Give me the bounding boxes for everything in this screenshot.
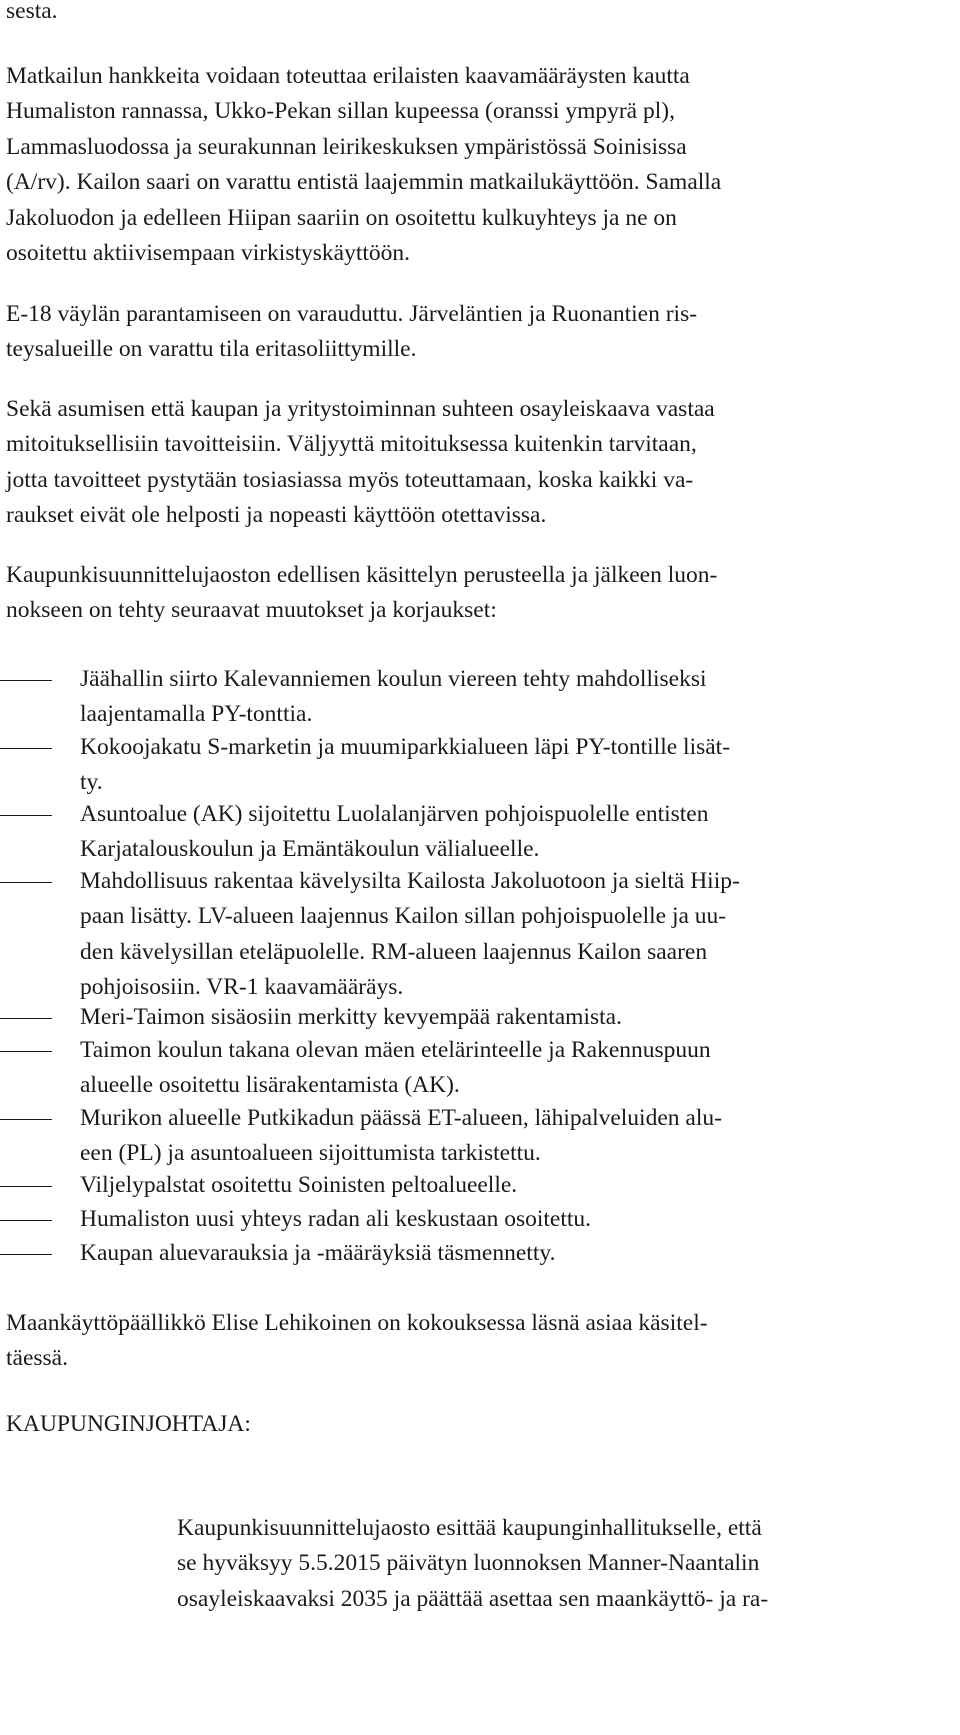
text-line: Sekä asumisen että kaupan ja yritystoiminnan suhteen osayleiskaava vastaa — [6, 396, 715, 422]
text-line: raukset eivät ole helposti ja nopeasti käyttöön otettavissa. — [6, 502, 547, 529]
text-line: sesta. — [6, 0, 58, 24]
dash-bullet — [0, 1051, 52, 1052]
text-line: Karjatalouskoulun ja Emäntäkoulun välialueelle. — [80, 836, 540, 863]
text-line: Viljelypalstat osoitettu Soinisten peltoalueelle. — [80, 1172, 518, 1198]
text-line: Kaupunkisuunnittelujaoston edellisen käsittelyn perusteella ja jälkeen luon- — [6, 562, 718, 588]
paragraph-housing — [6, 392, 946, 534]
text-line: alueelle osoitettu lisärakentamista (AK). — [80, 1072, 460, 1099]
text-line: osoitettu aktiivisempaan virkistyskäyttöön. — [6, 240, 411, 267]
text-line: Maankäyttöpäällikkö Elise Lehikoinen on kokouksessa läsnä asiaa käsitel- — [6, 1310, 708, 1336]
text-line: een (PL) ja asuntoalueen sijoittumista tarkistettu. — [80, 1140, 541, 1167]
paragraph-attendance — [6, 1306, 946, 1377]
text-line: (A/rv). Kailon saari on varattu entistä laajemmin matkailukäyttöön. Samalla — [6, 169, 722, 196]
dash-bullet — [0, 1220, 52, 1221]
text-line: se hyväksyy 5.5.2015 päivätyn luonnoksen Manner-Naantalin — [177, 1550, 760, 1577]
text-line: E-18 väylän parantamiseen on varauduttu. Järveläntien ja Ruonantien ris- — [6, 301, 698, 327]
text-line: Meri-Taimon sisäosiin merkitty kevyempää rakentamista. — [80, 1004, 622, 1030]
dash-bullet — [0, 1254, 52, 1255]
paragraph-e18 — [6, 297, 946, 368]
text-line: Kokoojakatu S-marketin ja muumiparkkialueen läpi PY-tontille lisät- — [80, 734, 731, 760]
text-line: Humaliston rannassa, Ukko-Pekan sillan kupeessa (oranssi ympyrä pl), — [6, 98, 675, 125]
text-line: Lammasluodossa ja seurakunnan leirikeskuksen ympäristössä Soinisissa — [6, 133, 687, 160]
dash-bullet — [0, 815, 52, 816]
dash-bullet — [0, 882, 52, 883]
paragraph-changes-intro — [6, 558, 946, 629]
text-line: Kaupan aluevarauksia ja -määräyksiä täsmennetty. — [80, 1240, 556, 1266]
text-line: Matkailun hankkeita voidaan toteuttaa erilaisten kaavamääräysten kautta — [6, 63, 690, 89]
text-line: nokseen on tehty seuraavat muutokset ja korjaukset: — [6, 597, 497, 624]
dash-bullet — [0, 748, 52, 749]
text-line: Murikon alueelle Putkikadun päässä ET-alueen, lähipalveluiden alu- — [80, 1105, 722, 1131]
text-line: Taimon koulun takana olevan mäen etelärinteelle ja Rakennuspuun — [80, 1037, 711, 1063]
text-line: ty. — [80, 769, 103, 796]
dash-bullet — [0, 1018, 52, 1019]
dash-bullet — [0, 680, 52, 681]
text-line: laajentamalla PY-tonttia. — [80, 701, 313, 728]
text-line: Kaupunkisuunnittelujaosto esittää kaupunginhallitukselle, että — [177, 1515, 762, 1541]
dash-bullet — [0, 1186, 52, 1187]
text-line: den kävelysillan eteläpuolelle. RM-alueen laajennus Kailon saaren — [80, 938, 708, 965]
text-line: paan lisätty. LV-alueen laajennus Kailon sillan pohjoispuolelle ja uu- — [80, 903, 727, 930]
dash-bullet — [0, 1119, 52, 1120]
text-line: teysalueille on varattu tila eritasoliittymille. — [6, 336, 417, 363]
heading-mayor — [6, 1407, 946, 1442]
text-line: Mahdollisuus rakentaa kävelysilta Kailosta Jakoluotoon ja sieltä Hiip- — [80, 868, 740, 894]
text-line: Jakoluodon ja edelleen Hiipan saariin on osoitettu kulkuyhteys ja ne on — [6, 204, 677, 231]
section-heading: KAUPUNGINJOHTAJA: — [6, 1411, 251, 1437]
top-fragment — [6, 0, 946, 29]
text-line: täessä. — [6, 1345, 68, 1372]
text-line: Jäähallin siirto Kalevanniemen koulun viereen tehty mahdolliseksi — [80, 666, 707, 692]
text-line: pohjoisosiin. VR-1 kaavamääräys. — [80, 974, 404, 1001]
paragraph-tourism — [6, 59, 946, 271]
text-line: osayleiskaavaksi 2035 ja päättää asettaa sen maankäyttö- ja ra- — [177, 1585, 769, 1612]
text-line: Asuntoalue (AK) sijoitettu Luolalanjärven pohjoispuolelle entisten — [80, 801, 709, 827]
text-line: jotta tavoitteet pystytään tosiasiassa myös toteuttamaan, koska kaikki va- — [6, 466, 694, 493]
proposal-paragraph — [177, 1511, 768, 1617]
text-line: Humaliston uusi yhteys radan ali keskustaan osoitettu. — [80, 1206, 592, 1232]
text-line: mitoituksellisiin tavoitteisiin. Väljyyttä mitoituksessa kuitenkin tarvitaan, — [6, 431, 697, 458]
